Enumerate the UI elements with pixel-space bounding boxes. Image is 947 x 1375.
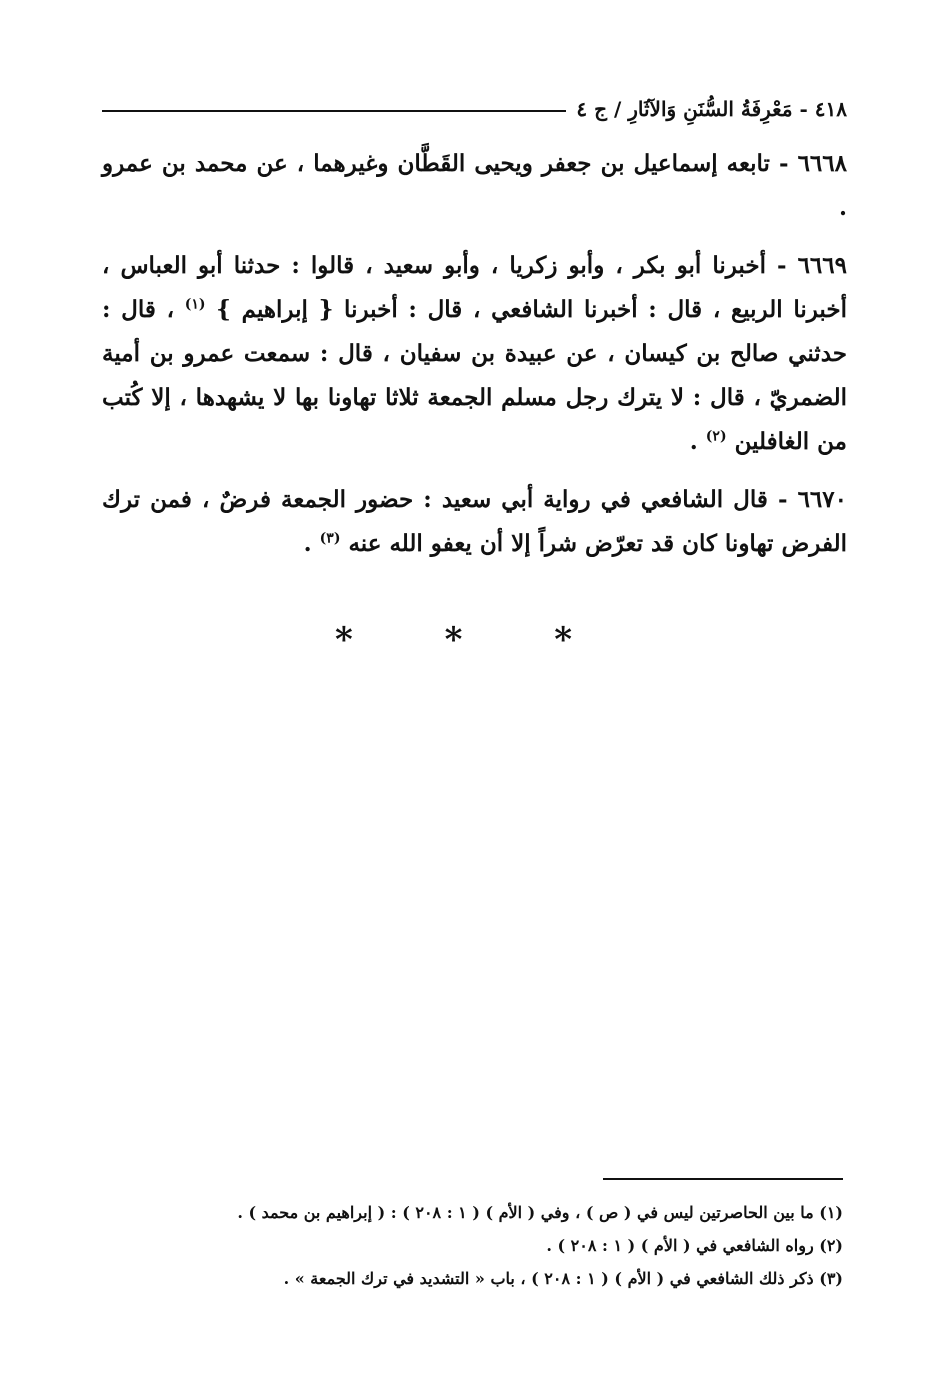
paragraph-text-part-3: . [689,428,698,455]
paragraph-text: ٦٦٦٨ - تابعه إسماعيل بن جعفر ويحيى القَطَّان وغيرهما ، عن محمد بن عمرو . [102,150,847,221]
paragraph-text-part-1: ٦٦٧٠ - قال الشافعي في رواية أبي سعيد : حضور الجمعة فرضٌ ، فمن ترك الفرض تهاونا كان قد تعرّض شراً إلا أن يعفو الله عنه [102,486,847,557]
footnote-rule [603,1178,843,1180]
section-separator: * * * [334,620,612,660]
paragraph-text-part-2: ، قال : حدثني صالح بن كيسان ، عن عبيدة بن سفيان ، قال : سمعت عمرو بن أمية الضمريّ ، قال : لا يترك رجل مسلم الجمعة ثلاثا تهاونا بها لا يشهدها ، إلا كُتب من الغافلين [102,296,847,455]
paragraph-6669 [102,244,847,464]
running-head [102,92,847,126]
footnote-ref-3: (٣) [319,530,341,547]
footnote-3: (٣) ذكر ذلك الشافعي في ( الأم ) ( ١ : ٢٠٨ ) ، باب « التشديد في ترك الجمعة » . [283,1269,843,1288]
paragraph-text-part-1: ٦٦٦٩ - أخبرنا أبو بكر ، وأبو زكريا ، وأبو سعيد ، قالوا : حدثنا أبو العباس ، أخبرنا الربيع ، قال : أخبرنا الشافعي ، قال : أخبرنا { إبراهيم } [102,252,847,323]
paragraph-6670 [102,478,847,566]
footnote-ref-1: (١) [184,296,206,313]
paragraph-6668 [102,142,847,230]
footnotes [103,1196,843,1295]
main-text [102,142,847,580]
footnote-2: (٢) رواه الشافعي في ( الأم ) ( ١ : ٢٠٨ ) . [546,1236,843,1255]
running-head-text: ٤١٨ - مَعْرِفَةُ السُّنَنِ وَالآثَارِ / ج ٤ [576,97,847,121]
footnote-1: (١) ما بين الحاصرتين ليس في ( ص ) ، وفي ( الأم ) ( ١ : ٢٠٨ ) : ( إبراهيم بن محمد ) . [237,1203,843,1222]
footnote-ref-2: (٢) [705,428,727,445]
header-rule [102,110,566,112]
paragraph-text-part-2: . [303,530,312,557]
